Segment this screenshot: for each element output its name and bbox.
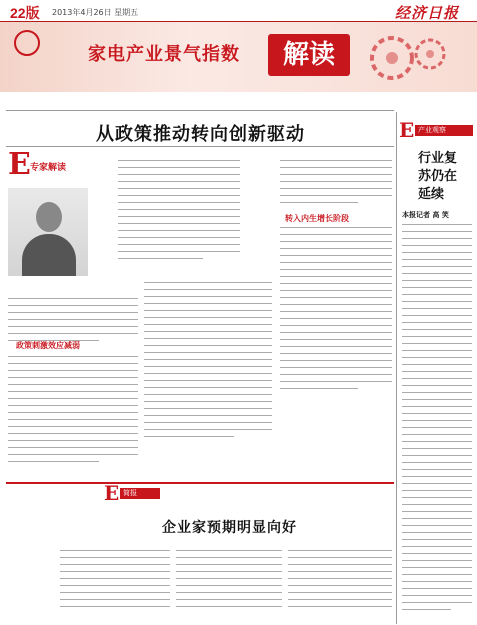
sidebar-tag-label: 产业观察 (415, 125, 473, 136)
sidebar-body (402, 224, 472, 622)
expert-tag: E 专家解读 (8, 147, 67, 182)
sidebar-headline: 行业复苏仍在延续 (418, 151, 458, 202)
section-divider (6, 482, 394, 484)
banner-highlight: 解读 (268, 34, 350, 76)
page-header (0, 0, 477, 22)
article-column-3 (280, 160, 392, 480)
issue-date: 2013年4月26日 星期五 (52, 8, 139, 17)
subheading-1: 政策刺激效应减弱 (16, 341, 80, 350)
bottom-headline: 企业家预期明显向好 (162, 520, 297, 536)
subheading-2: 转入内生增长阶段 (285, 214, 349, 223)
bottom-column-1 (60, 550, 170, 622)
expert-tag-label: 专家解读 (30, 163, 67, 173)
gears-illustration-icon (362, 28, 462, 88)
bottom-column-2 (176, 550, 282, 622)
divider (6, 110, 394, 111)
main-headline: 从政策推动转向创新驱动 (96, 124, 305, 145)
sidebar-divider (396, 112, 397, 624)
sidebar-tag: E 产业观察 (399, 122, 474, 138)
expert-portrait (8, 188, 88, 276)
section-banner (0, 22, 477, 92)
masthead-logo: 经济日报 (394, 4, 459, 22)
banner-emblem-icon (14, 30, 40, 56)
article-column-1b (8, 356, 138, 478)
bottom-column-3 (288, 550, 392, 622)
brief-tag: E 简报 (104, 485, 164, 501)
divider (6, 146, 394, 147)
page-number: 22版 (10, 5, 40, 21)
brief-tag-label: 简报 (120, 488, 160, 499)
sidebar-author: 本报记者 高 笑 (402, 211, 449, 219)
banner-title: 家电产业景气指数 (88, 44, 240, 65)
article-column-2 (144, 160, 272, 480)
